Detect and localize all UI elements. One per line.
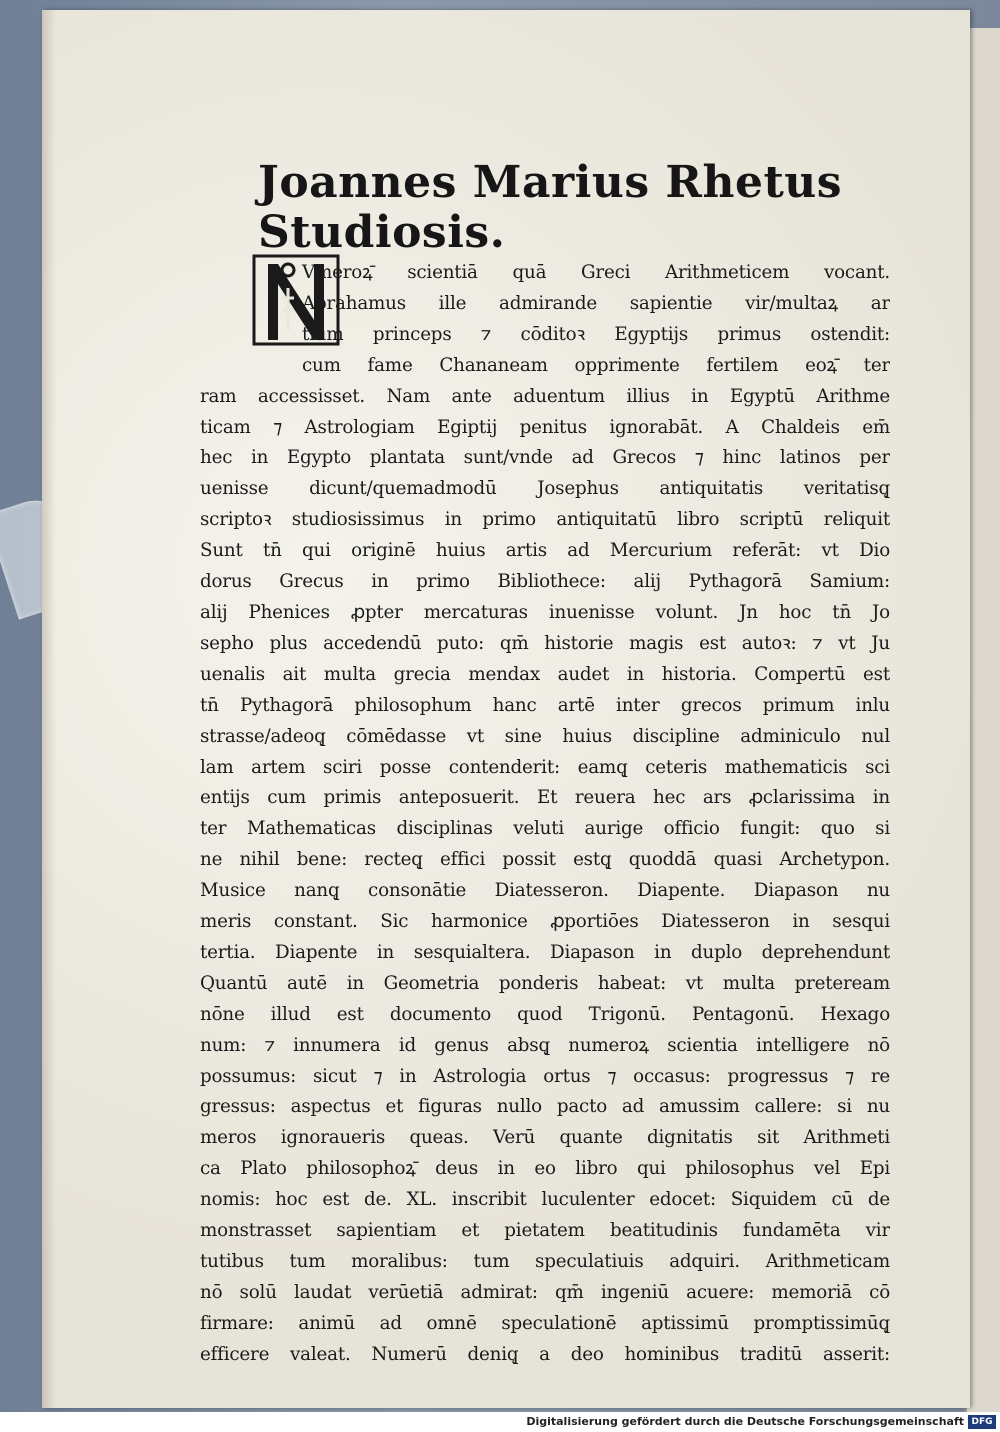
facing-page-edge xyxy=(965,28,1000,1413)
digitization-credit: Digitalisierung gefördert durch die Deutsche Forschungsgemeinschaft xyxy=(526,1415,964,1428)
text-line: ne nihil bene: recteq̨ effici possit estq̨ quoddā quasi Archetypon. xyxy=(200,849,890,871)
text-line: ram accessisset. Nam ante aduentum illius in Egyptū Arithme xyxy=(200,385,890,407)
text-line: tn̄ Pythagorā philosophum hanc artē inter grecos primum inlu xyxy=(200,694,890,716)
heading-line-1: Joannes Marius Rhetus xyxy=(258,157,843,208)
text-line: firmare: animū ad omnē speculationē aptissimū promptissimūq̨ xyxy=(200,1312,890,1334)
text-line: gressus: aspectus et figuras nullo pacto ad amussim callere: si nu xyxy=(200,1096,890,1118)
text-line: ter Mathematicas disciplinas veluti aurige officio fungit: quo si xyxy=(200,818,890,840)
text-line: meros ignoraueris queas. Verū quante dignitatis sit Arithmeti xyxy=(200,1127,890,1149)
text-line: cum fame Chananeam opprimente fertilem eoꝝ̄ ter xyxy=(302,354,890,376)
text-line: possumus: sicut ⁊ in Astrologia ortus ⁊ occasus: progressus ⁊ re xyxy=(200,1065,890,1087)
page-heading xyxy=(258,158,842,258)
text-line: tium princeps ⁊ cōditoꝛ Egyptijs primus ostendit: xyxy=(302,323,890,345)
text-line: tertia. Diapente in sesquialtera. Diapason in duplo deprehendunt xyxy=(200,941,890,963)
text-line: sepho plus accedendū puto: qm̄ historie magis est autoꝛ: ⁊ vt Ju xyxy=(200,632,890,654)
text-line: meris constant. Sic harmonice ꝓportiōes Diatesseron in sesqui xyxy=(200,911,890,933)
text-line: dorus Grecus in primo Bibliothece: alij Pythagorā Samium: xyxy=(200,571,890,593)
text-line: tutibus tum moralibus: tum speculatiuis adquiri. Arithmeticam xyxy=(200,1251,890,1272)
text-line: Vmeroꝝ̄ scientiā quā Greci Arithmeticem vocant. xyxy=(302,262,890,283)
heading-line-2: Studiosis. xyxy=(258,207,506,258)
footer-bar xyxy=(0,1412,1000,1432)
page-gutter-shadow xyxy=(42,10,56,1408)
text-line: ticam ⁊ Astrologiam Egiptij penitus ignorabāt. A Chaldeis em̄ xyxy=(200,416,890,438)
text-line: uenisse dicunt/quemadmodū Josephus antiquitatis veritatisq̨ xyxy=(200,478,890,500)
text-line: num: ⁊ innumera id genus absq̨ numeroꝝ scientia intelligere nō xyxy=(200,1034,890,1056)
text-line: entijs cum primis anteposuerit. Et reuera hec ars ꝓclarissima in xyxy=(200,787,890,809)
text-line: ca Plato philosophoꝝ̄ deus in eo libro qui philosophus vel Epi xyxy=(200,1158,890,1180)
text-line: efficere valeat. Numerū deniq̨ a deo hominibus traditū asserit: xyxy=(200,1343,890,1365)
text-line: nomis: hoc est de. XL. inscribit luculenter edocet: Siquidem cū de xyxy=(200,1189,890,1211)
text-line: monstrasset sapientiam et pietatem beatitudinis fundamēta vir xyxy=(200,1220,890,1242)
text-line: uenalis ait multa grecia mendax audet in historia. Compertū est xyxy=(200,663,890,685)
body-text-block xyxy=(200,258,890,1371)
text-line: Abrahamus ille admirande sapientie vir/multaꝝ ar xyxy=(302,292,890,314)
text-line: Sunt tn̄ qui originē huius artis ad Mercurium referāt: vt Dio xyxy=(200,540,890,562)
text-line: Musice nanq̨ consonātie Diatesseron. Diapente. Diapason nu xyxy=(200,880,890,902)
dfg-logo: DFG xyxy=(968,1415,996,1429)
text-line: nō solū laudat verūetiā admirat: qm̄ ingeniū acuere: memoriā cō xyxy=(200,1281,890,1303)
text-line: lam artem sciri posse contenderit: eamq̨ ceteris mathematicis sci xyxy=(200,756,890,778)
text-line: Quantū autē in Geometria ponderis habeat: vt multa preteream xyxy=(200,972,890,994)
text-line: strasse/adeoq̨ cōmēdasse vt sine huius discipline adminiculo nul xyxy=(200,725,890,747)
text-line: hec in Egypto plantata sunt/vnde ad Grecos ⁊ hinc latinos per xyxy=(200,447,890,469)
text-line: nōne illud est documento quod Trigonū. Pentagonū. Hexago xyxy=(200,1003,890,1025)
text-line: alij Phenices ꝓpter mercaturas inuenisse volunt. Jn hoc tn̄ Jo xyxy=(200,601,890,623)
text-line: scriptoꝛ studiosissimus in primo antiquitatū libro scriptū reliquit xyxy=(200,509,890,531)
